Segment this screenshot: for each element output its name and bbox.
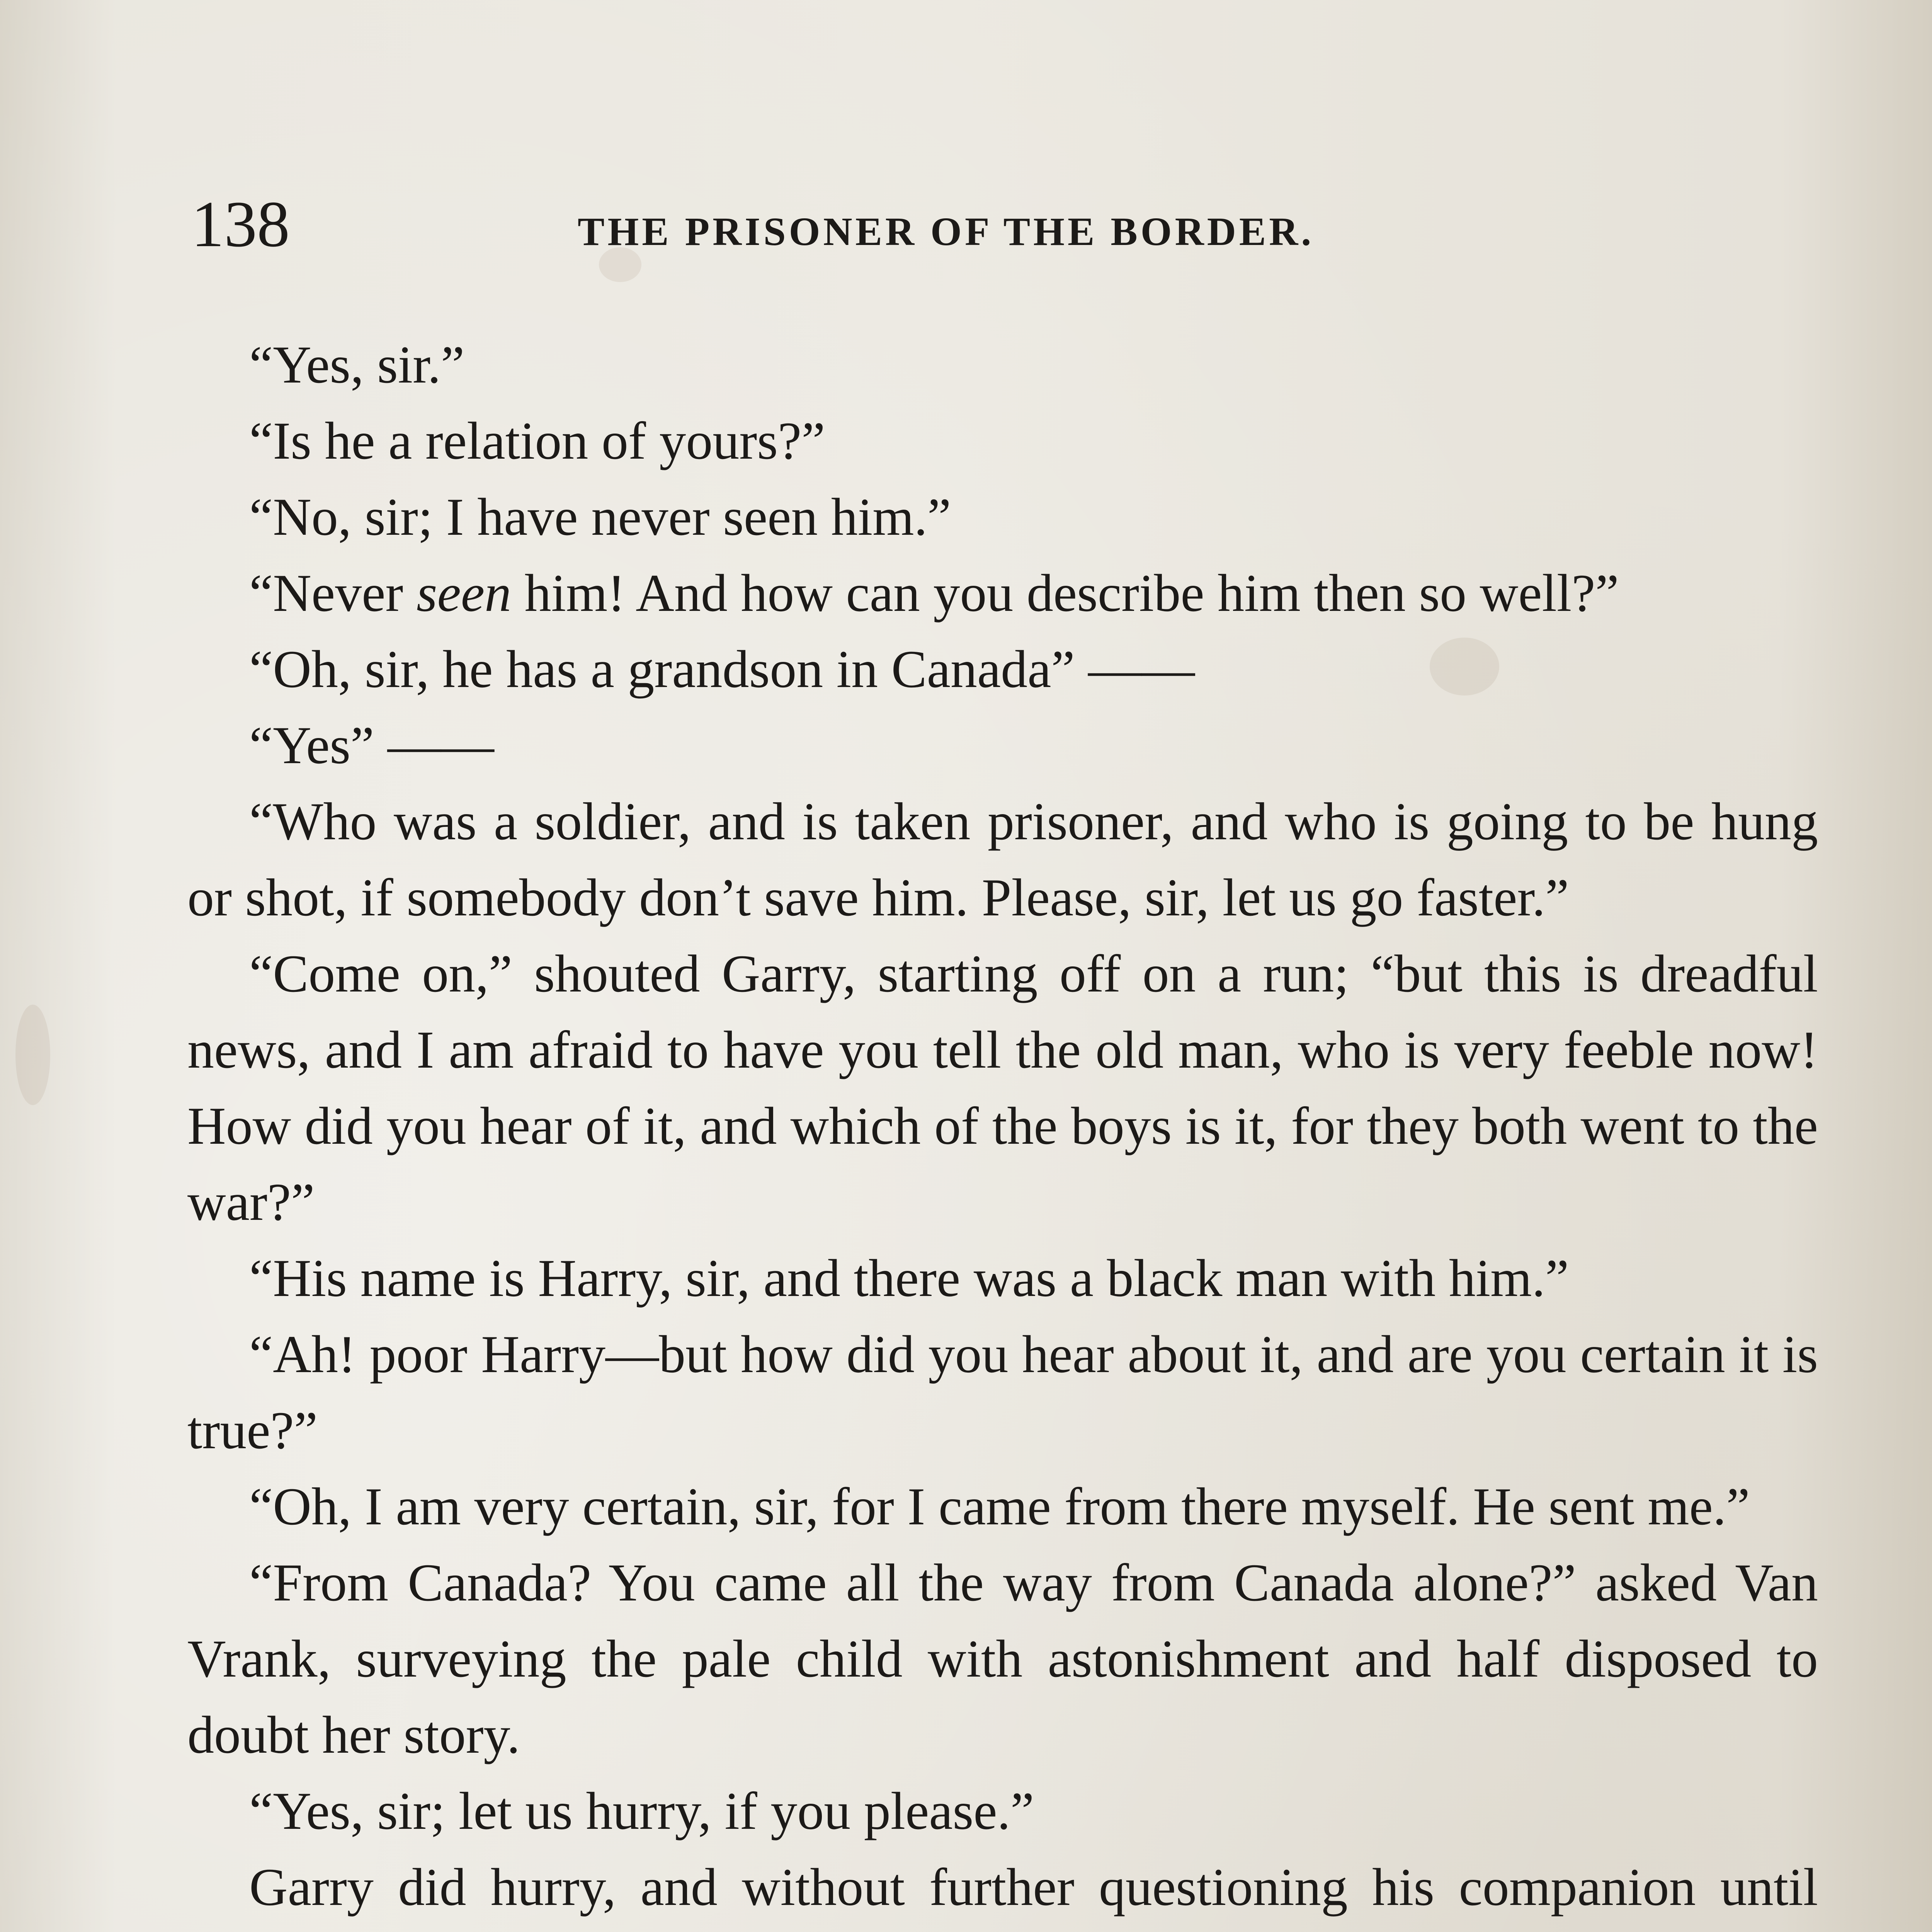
paragraph: “His name is Harry, sir, and there was a black man with him.” — [249, 1248, 1569, 1308]
paragraph: “Oh, I am very certain, sir, for I came from there myself. He sent me.” — [249, 1477, 1750, 1536]
paragraph: Garry did hurry, and without further questioning his companion until — [249, 1857, 1818, 1917]
paragraph: “Yes, sir.” — [249, 335, 465, 394]
paper-stain — [15, 1005, 50, 1105]
paragraph: “Oh, sir, he has a grandson in Canada” —— — [249, 639, 1195, 699]
paragraph — [187, 555, 1818, 631]
paragraph: “Who was a soldier, and is taken prisoner, and who is going to be hung or shot, if somebody don’t save him. Please, sir, let us go faster.” — [187, 792, 1818, 927]
paragraph: “Is he a relation of yours?” — [249, 411, 825, 470]
body-text — [187, 327, 1818, 1932]
paragraph: “No, sir; I have never seen him.” — [249, 487, 951, 546]
paragraph: “From Canada? You came all the way from Canada alone?” asked Van Vrank, surveying the pale child with astonishment and half disposed to doubt her story. — [187, 1553, 1818, 1764]
running-title: THE PRISONER OF THE BORDER. — [578, 209, 1315, 254]
page-number: 138 — [191, 188, 290, 260]
emphasis: seen — [416, 563, 512, 622]
paragraph: “Yes, sir; let us hurry, if you please.” — [249, 1781, 1034, 1840]
paragraph: “Come on,” shouted Garry, starting off on a run; “but this is dreadful news, and I am afraid to have you tell the old man, who is very feeble now! How did you hear of it, and which of the boys is it, for they both went to the war?” — [187, 944, 1818, 1231]
paragraph: “Ah! poor Harry—but how did you hear about it, and are you certain it is true?” — [187, 1325, 1818, 1460]
page-header — [191, 185, 1822, 263]
paragraph: “Yes” —— — [249, 716, 494, 775]
text-run: “Never — [249, 563, 417, 622]
text-run: him! And how can you describe him then so well?” — [511, 563, 1619, 622]
